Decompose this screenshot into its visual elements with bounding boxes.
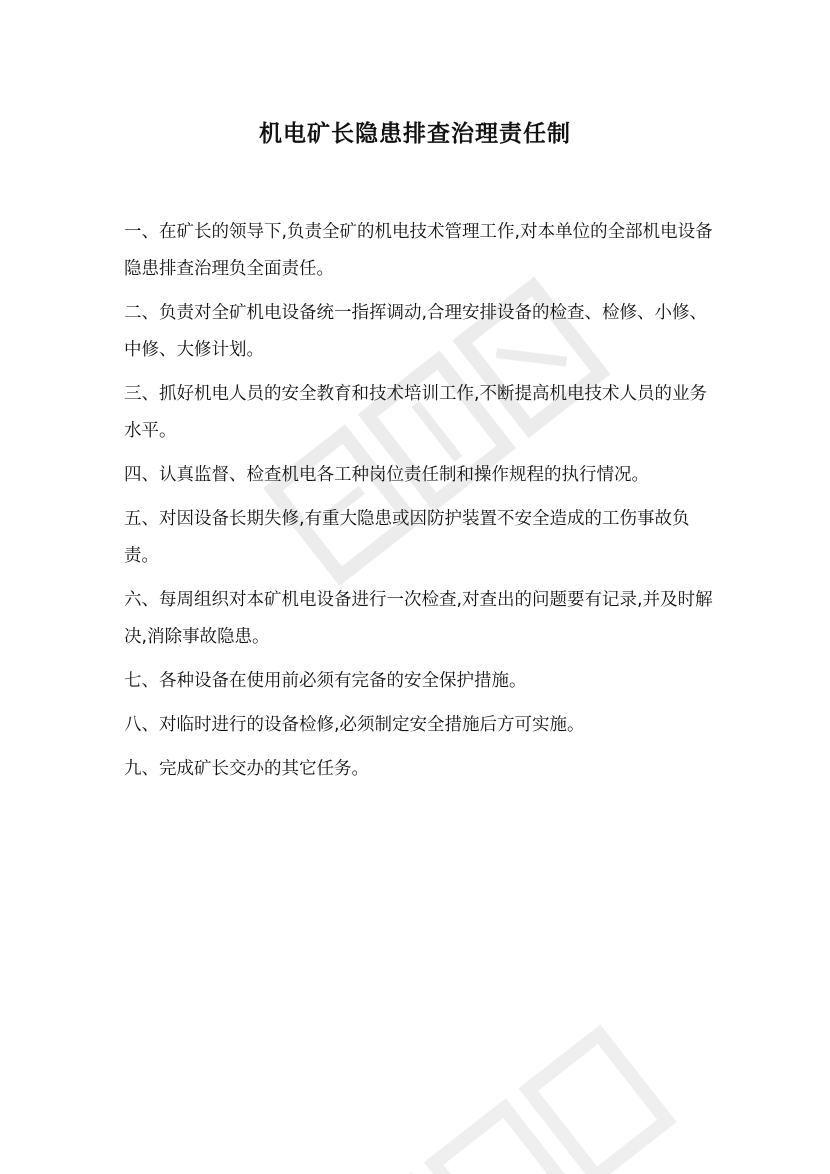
paragraph-8: 八、对临时进行的设备检修,必须制定安全措施后方可实施。 xyxy=(124,715,585,735)
document-title: 机电矿长隐患排查治理责任制 xyxy=(259,121,571,147)
document-body xyxy=(124,214,724,795)
paragraph-1: 一、在矿长的领导下,负责全矿的机电技术管理工作,对本单位的全部机电设备隐患排查治理负全面责任。 xyxy=(124,222,713,279)
paragraph-9: 九、完成矿长交办的其它任务。 xyxy=(124,759,369,779)
paragraph-3: 三、抓好机电人员的安全教育和技术培训工作,不断提高机电技术人员的业务水平。 xyxy=(124,384,708,441)
paragraph-2: 二、负责对全矿机电设备统一指挥调动,合理安排设备的检查、检修、小修、中修、大修计划。 xyxy=(124,303,708,360)
watermark-logo-icon-bottom xyxy=(319,1006,701,1174)
paragraph-7: 七、各种设备在使用前必须有完备的安全保护措施。 xyxy=(124,671,527,691)
paragraph-6: 六、每周组织对本矿机电设备进行一次检查,对查出的问题要有记录,并及时解决,消除事故隐患。 xyxy=(124,590,713,647)
paragraph-5: 五、对因设备长期失修,有重大隐患或因防护装置不安全造成的工伤事故负责。 xyxy=(124,509,690,566)
paragraph-4: 四、认真监督、检查机电各工种岗位责任制和操作规程的执行情况。 xyxy=(124,465,649,485)
